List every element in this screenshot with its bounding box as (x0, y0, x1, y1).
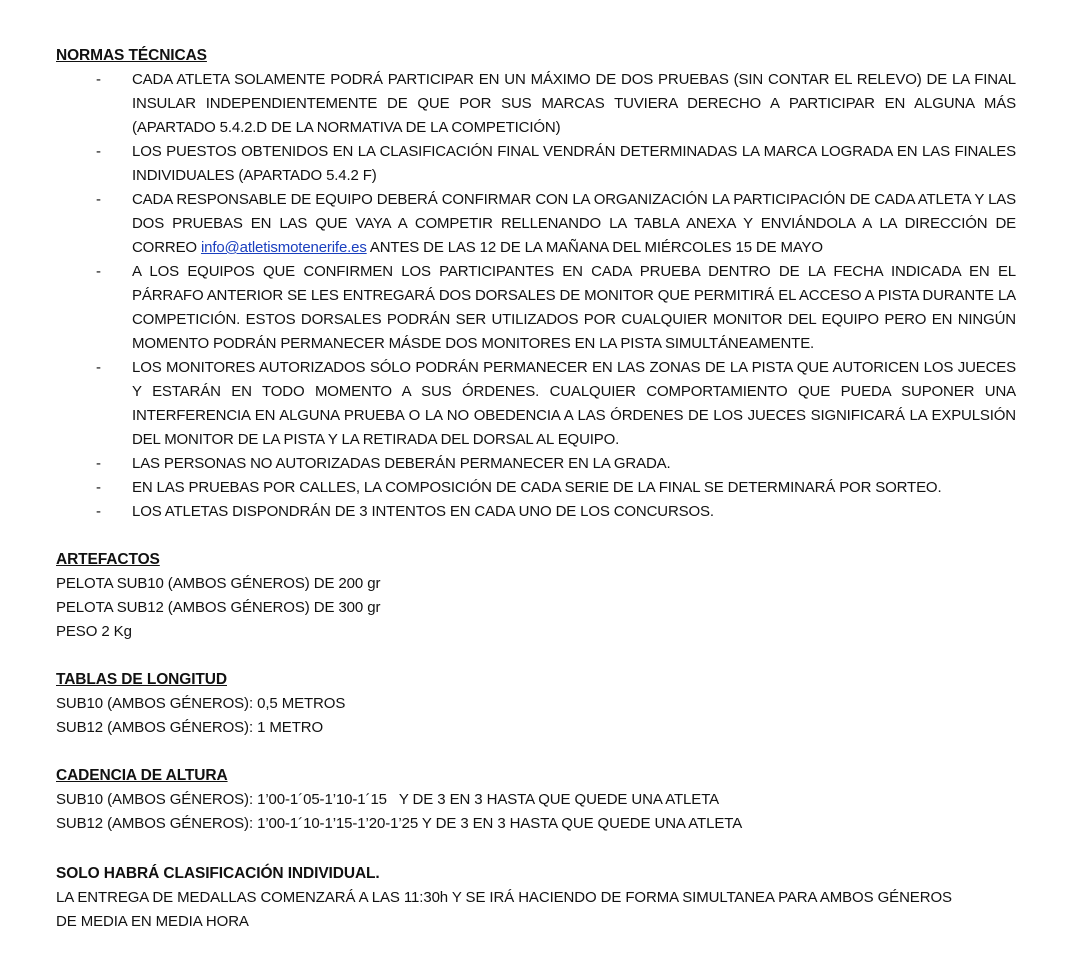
bullet-dash-icon: - (96, 71, 101, 88)
artefact-line: PELOTA SUB10 (AMBOS GÉNEROS) DE 200 gr (56, 575, 381, 592)
artefacts-heading: ARTEFACTOS (56, 551, 160, 568)
norm-item-2 (56, 140, 1016, 188)
norm-item-5 (56, 356, 1016, 452)
norm-text: EN LAS PRUEBAS POR CALLES, LA COMPOSICIÓN DE CADA SERIE DE LA FINAL SE DETERMINARÁ POR SORTEO. (132, 479, 942, 496)
norm-item-8 (56, 500, 1016, 524)
bullet-dash-icon: - (96, 191, 101, 208)
norm-item-6 (56, 452, 1016, 476)
norm-text: LOS PUESTOS OBTENIDOS EN LA CLASIFICACIÓN FINAL VENDRÁN DETERMINADAS LA MARCA LOGRADA EN LAS FINALES INDIVIDUALES (APARTADO 5.4.2 F) (132, 143, 1016, 184)
norms-list (56, 68, 1016, 524)
norm-item-3 (56, 188, 1016, 260)
document-page (56, 0, 1016, 934)
norm-text-after: ANTES DE LAS 12 DE LA MAÑANA DEL MIÉRCOLES 15 DE MAYO (366, 239, 823, 256)
email-link[interactable]: info@atletismotenerife.es (200, 239, 367, 256)
classification-heading: SOLO HABRÁ CLASIFICACIÓN INDIVIDUAL. (56, 865, 380, 882)
bullet-dash-icon: - (96, 455, 101, 472)
table-length-line: SUB10 (AMBOS GÉNEROS): 0,5 METROS (56, 695, 346, 712)
medals-line: DE MEDIA EN MEDIA HORA (56, 913, 249, 930)
artefact-line: PESO 2 Kg (56, 623, 132, 640)
tables-heading: TABLAS DE LONGITUD (56, 671, 227, 688)
norm-text (132, 191, 1016, 256)
bullet-dash-icon: - (96, 503, 101, 520)
norm-text: LOS ATLETAS DISPONDRÁN DE 3 INTENTOS EN CADA UNO DE LOS CONCURSOS. (132, 503, 714, 520)
cadence-heading: CADENCIA DE ALTURA (56, 767, 228, 784)
bullet-dash-icon: - (96, 359, 101, 376)
norm-text: LAS PERSONAS NO AUTORIZADAS DEBERÁN PERMANECER EN LA GRADA. (132, 455, 671, 472)
artefact-line: PELOTA SUB12 (AMBOS GÉNEROS) DE 300 gr (56, 599, 381, 616)
bullet-dash-icon: - (96, 263, 101, 280)
cadence-line: SUB10 (AMBOS GÉNEROS): 1’00-1´05-1’10-1´15 Y DE 3 EN 3 HASTA QUE QUEDE UNA ATLETA (56, 791, 720, 808)
norm-text: CADA ATLETA SOLAMENTE PODRÁ PARTICIPAR EN UN MÁXIMO DE DOS PRUEBAS (SIN CONTAR EL RELEVO) DE LA FINAL INSULAR INDEPENDIENTEMENTE DE QUE POR SUS MARCAS TUVIERA DERECHO A PARTICIPAR EN ALGUNA MÁS (APARTADO 5.4.2.D DE LA NORMATIVA DE LA COMPETICIÓN) (132, 71, 1016, 136)
medals-line: LA ENTREGA DE MEDALLAS COMENZARÁ A LAS 11:30h Y SE IRÁ HACIENDO DE FORMA SIMULTANEA PARA AMBOS GÉNEROS (56, 889, 952, 906)
norm-item-1 (56, 68, 1016, 140)
bullet-dash-icon: - (96, 143, 101, 160)
norm-text: LOS MONITORES AUTORIZADOS SÓLO PODRÁN PERMANECER EN LAS ZONAS DE LA PISTA QUE AUTORICEN LOS JUECES Y ESTARÁN EN TODO MOMENTO A SUS ÓRDENES. CUALQUIER COMPORTAMIENTO QUE PUEDA SUPONER UNA INTERFERENCIA EN ALGUNA PRUEBA O LA NO OBEDENCIA A LAS ÓRDENES DE LOS JUECES SIGNIFICARÁ LA EXPULSIÓN DEL MONITOR DE LA PISTA Y LA RETIRADA DEL DORSAL AL EQUIPO. (132, 359, 1016, 448)
table-length-line: SUB12 (AMBOS GÉNEROS): 1 METRO (56, 719, 324, 736)
norms-heading: NORMAS TÉCNICAS (56, 47, 207, 64)
bullet-dash-icon: - (96, 479, 101, 496)
norm-text: A LOS EQUIPOS QUE CONFIRMEN LOS PARTICIPANTES EN CADA PRUEBA DENTRO DE LA FECHA INDICADA EN EL PÁRRAFO ANTERIOR SE LES ENTREGARÁ DOS DORSALES DE MONITOR QUE PERMITIRÁ EL ACCESO A PISTA DURANTE LA COMPETICIÓN. ESTOS DORSALES PODRÁN SER UTILIZADOS POR CUALQUIER MONITOR DEL EQUIPO PERO EN NINGÚN MOMENTO PODRÁN PERMANECER MÁSDE DOS MONITORES EN LA PISTA SIMULTÁNEAMENTE. (132, 263, 1016, 352)
cadence-line: SUB12 (AMBOS GÉNEROS): 1’00-1´10-1’15-1’20-1’25 Y DE 3 EN 3 HASTA QUE QUEDE UNA ATLETA (56, 815, 743, 832)
norm-item-7 (56, 476, 1016, 500)
norm-item-4 (56, 260, 1016, 356)
norm-text-before: CADA RESPONSABLE DE EQUIPO DEBERÁ CONFIRMAR CON LA ORGANIZACIÓN LA PARTICIPACIÓN DE CADA ATLETA Y LAS DOS PRUEBAS EN LAS QUE VAYA A COMPETIR RELLENANDO LA TABLA ANEXA Y ENVIÁNDOLA A LA DIRECCIÓN DE CORREO (132, 191, 1016, 256)
